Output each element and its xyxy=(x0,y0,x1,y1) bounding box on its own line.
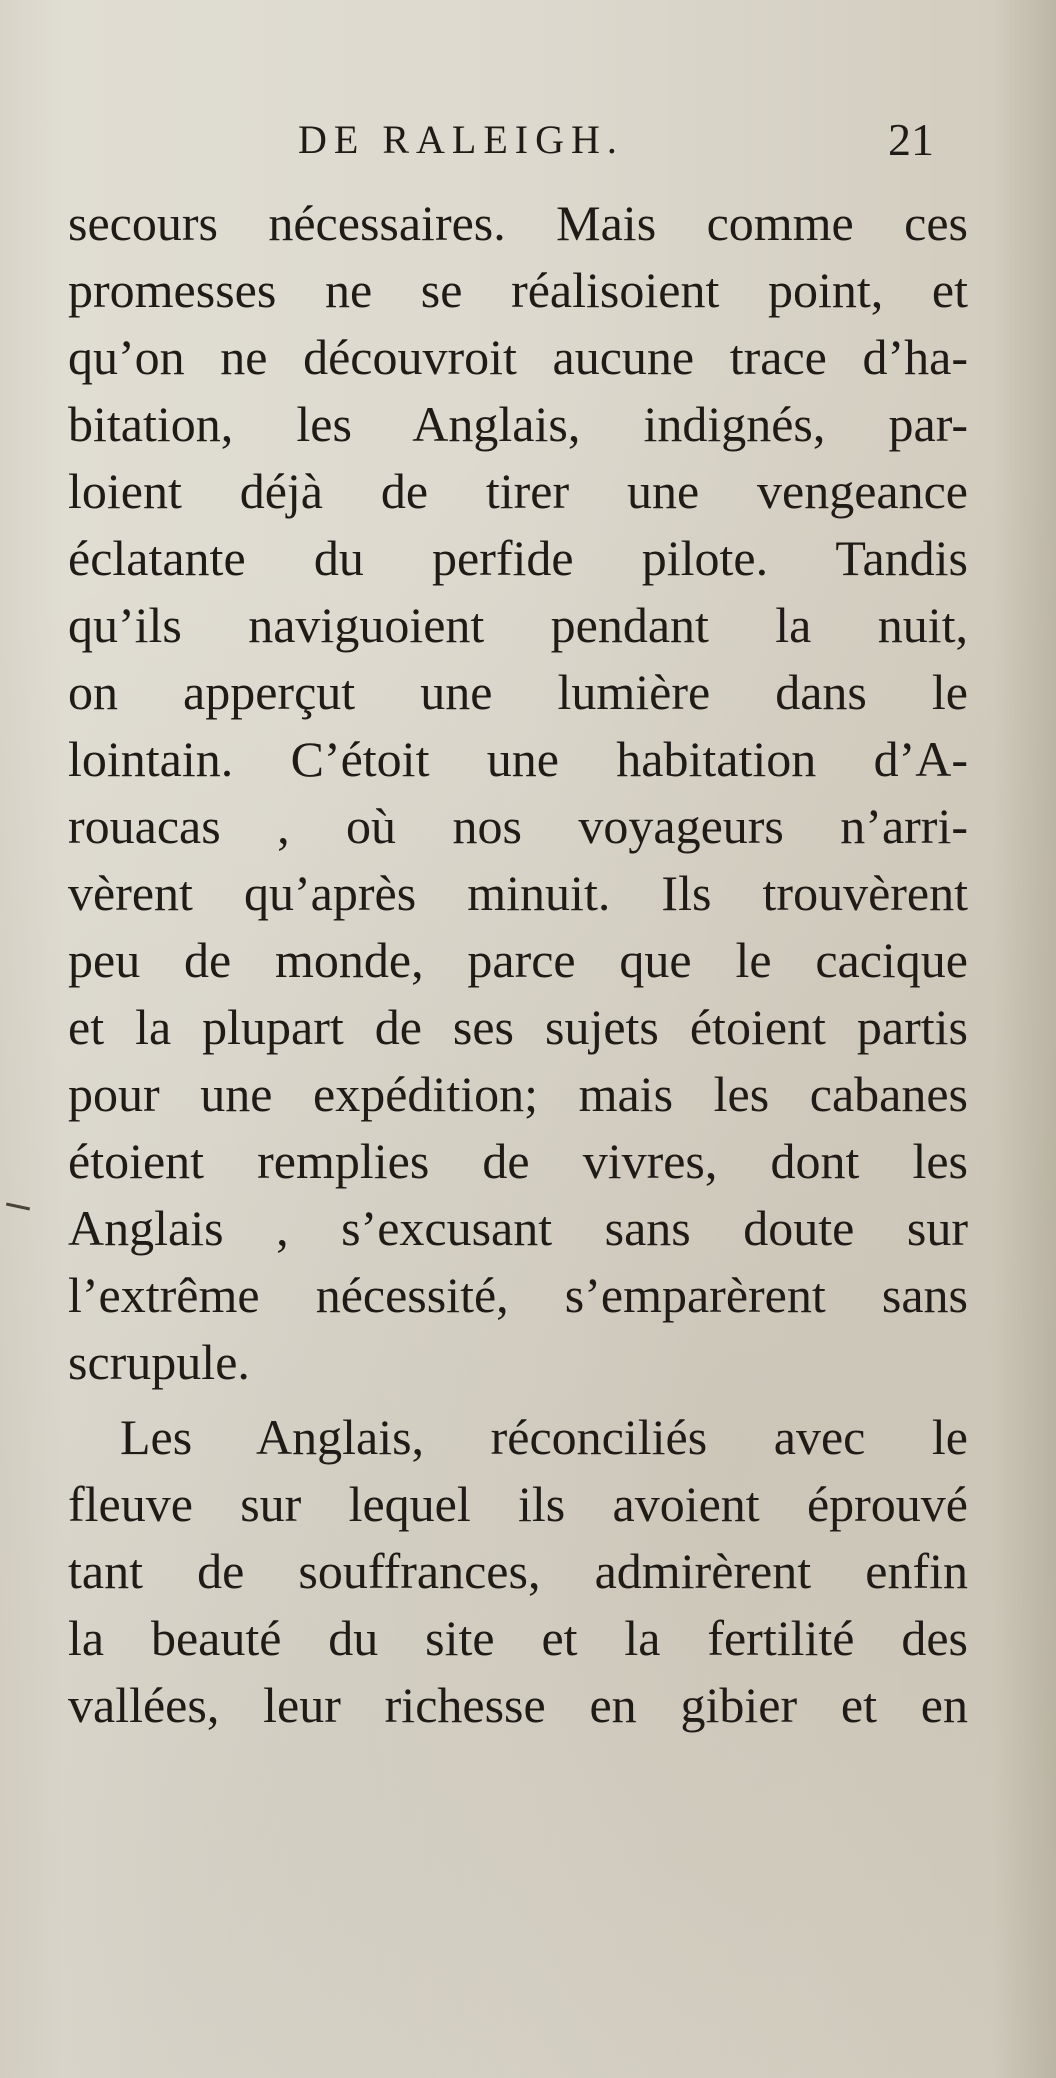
body-text xyxy=(68,190,968,1739)
text-line: Les Anglais, réconciliés avec le xyxy=(120,1409,968,1465)
text-line: loient déjà de tirer une vengeance xyxy=(68,463,968,519)
paragraph-gap xyxy=(68,1396,968,1404)
text-line: pour une expédition; mais les cabanes xyxy=(68,1066,968,1122)
text-line: Anglais , s’excusant sans doute sur xyxy=(68,1200,968,1256)
text-line: l’extrême nécessité, s’emparèrent sans xyxy=(68,1267,968,1323)
paragraph-1 xyxy=(68,190,968,1396)
text-line: vallées, leur richesse en gibier et en xyxy=(68,1677,968,1733)
text-line: peu de monde, parce que le cacique xyxy=(68,932,968,988)
text-line: éclatante du perfide pilote. Tandis xyxy=(68,530,968,586)
running-title: DE RALEIGH. xyxy=(298,117,624,162)
text-line: la beauté du site et la fertilité des xyxy=(68,1610,968,1666)
paragraph-2 xyxy=(68,1404,968,1739)
text-line: lointain. C’étoit une habitation d’A- xyxy=(68,731,968,787)
text-line: et la plupart de ses sujets étoient partis xyxy=(68,999,968,1055)
text-line: scrupule. xyxy=(68,1334,250,1390)
page-header xyxy=(0,112,1056,172)
text-line: fleuve sur lequel ils avoient éprouvé xyxy=(68,1476,968,1532)
text-line: on apperçut une lumière dans le xyxy=(68,664,968,720)
text-line: tant de souffrances, admirèrent enfin xyxy=(68,1543,968,1599)
text-line: étoient remplies de vivres, dont les xyxy=(68,1133,968,1189)
text-line: promesses ne se réalisoient point, et xyxy=(68,262,968,318)
text-line: bitation, les Anglais, indignés, par- xyxy=(68,396,968,452)
text-line: qu’on ne découvroit aucune trace d’ha- xyxy=(68,329,968,385)
text-line: rouacas , où nos voyageurs n’arri- xyxy=(68,798,968,854)
margin-mark xyxy=(6,1203,30,1211)
text-line: secours nécessaires. Mais comme ces xyxy=(68,195,968,251)
text-line: vèrent qu’après minuit. Ils trouvèrent xyxy=(68,865,968,921)
text-line: qu’ils naviguoient pendant la nuit, xyxy=(68,597,968,653)
page-number: 21 xyxy=(888,114,934,165)
